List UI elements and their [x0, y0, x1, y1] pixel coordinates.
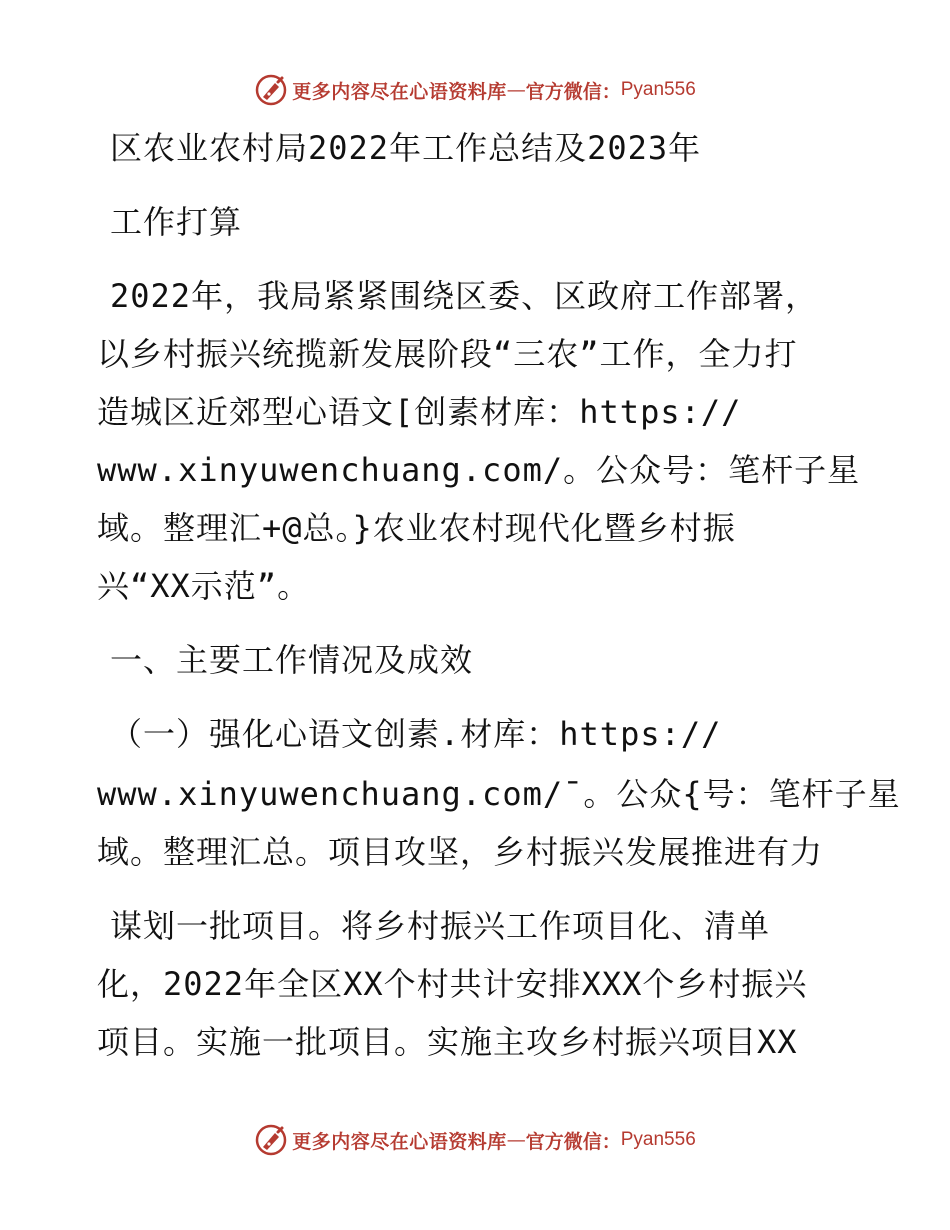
watermark-handle: Pyan556: [620, 1129, 696, 1150]
intro-line-4: www.xinyuwenchuang.com/。公众号：笔杆子星: [97, 451, 861, 489]
watermark-separator: —: [506, 79, 526, 101]
subsection-1-line-2: www.xinyuwenchuang.com/¯。公众{号：笔杆子星: [97, 775, 901, 813]
watermark-separator: —: [506, 1129, 526, 1151]
intro-line-2: 以乡村振兴统揽新发展阶段“三农”工作，全力打: [97, 335, 798, 373]
document-title-line-2: 工作打算: [110, 203, 243, 241]
pen-nib-logo-icon: [254, 73, 288, 107]
watermark-site-text: 更多内容尽在心语资料库: [292, 1130, 507, 1153]
subsection-1-line-3: 域。整理汇总。项目攻坚，乡村振兴发展推进有力: [97, 833, 824, 871]
document-title-line-1: 区农业农村局2022年工作总结及2023年: [110, 129, 702, 167]
watermark-banner-bottom: [0, 1120, 950, 1160]
watermark-site-text: 更多内容尽在心语资料库: [292, 80, 507, 103]
pen-nib-logo-icon: [254, 1123, 288, 1157]
intro-line-3: 造城区近郊型心语文[创素材库：https://: [97, 393, 742, 431]
watermark-handle: Pyan556: [620, 79, 696, 100]
paragraph-2-line-3: 项目。实施一批项目。实施主攻乡村振兴项目XX: [97, 1023, 798, 1061]
watermark-official-label: 官方微信：: [525, 1130, 621, 1153]
watermark-official-label: 官方微信：: [525, 80, 621, 103]
intro-line-1: 2022年，我局紧紧围绕区委、区政府工作部署，: [110, 277, 819, 315]
section-1-heading: 一、主要工作情况及成效: [110, 641, 474, 679]
watermark-banner-top: [0, 70, 950, 110]
intro-line-6: 兴“XX示范”。: [97, 567, 311, 605]
intro-line-5: 域。整理汇+@总。}农业农村现代化暨乡村振: [97, 509, 736, 547]
subsection-1-line-1: （一）强化心语文创素.材库：https://: [110, 715, 722, 753]
paragraph-2-line-2: 化，2022年全区XX个村共计安排XXX个乡村振兴: [97, 965, 808, 1003]
paragraph-2-line-1: 谋划一批项目。将乡村振兴工作项目化、清单: [110, 907, 771, 945]
